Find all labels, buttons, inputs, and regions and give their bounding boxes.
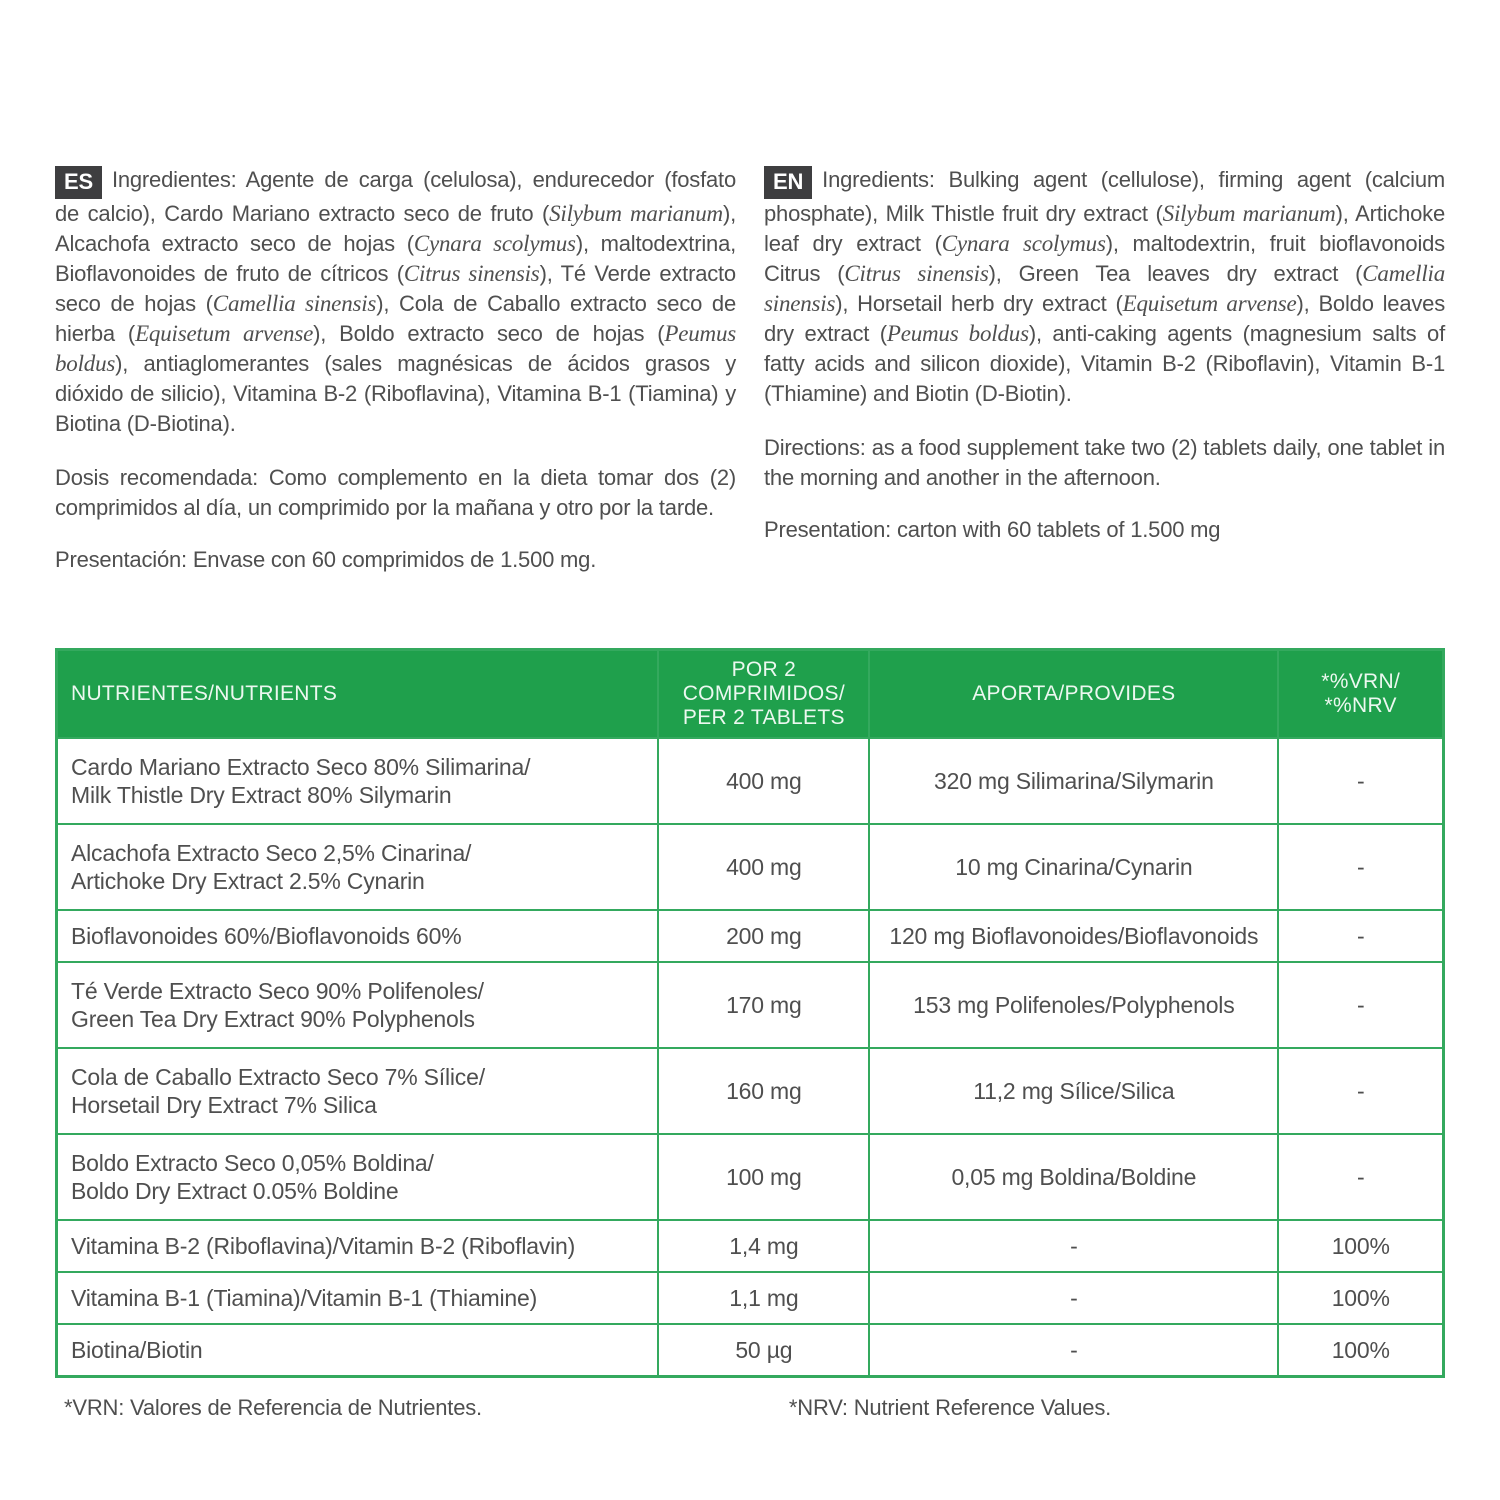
nutrient-amount: 1,4 mg (658, 1220, 869, 1272)
species-name: Camellia sinensis (764, 261, 1446, 316)
species-name: Equisetum arvense (135, 321, 314, 346)
header-per-2-tablets: POR 2 COMPRIMIDOS/ PER 2 TABLETS (658, 650, 869, 739)
table-row-milk-thistle (57, 738, 1444, 824)
es-column (55, 165, 736, 575)
table-row-vitamin-b1 (57, 1272, 1444, 1324)
nutrient-amount: 1,1 mg (658, 1272, 869, 1324)
header-provides: APORTA/PROVIDES (869, 650, 1278, 739)
footnotes (55, 1395, 1445, 1421)
nutrient-nrv: - (1278, 738, 1443, 824)
nutrient-amount: 200 mg (658, 910, 869, 962)
nutrient-name: Vitamina B-2 (Riboflavina)/Vitamin B-2 (Riboflavin) (57, 1220, 659, 1272)
nutrient-name: Bioflavonoides 60%/Bioflavonoids 60% (57, 910, 659, 962)
species-name: Camellia sinensis (212, 291, 377, 316)
table-row-horsetail (57, 1048, 1444, 1134)
header-nutrients: NUTRIENTES/NUTRIENTS (57, 650, 659, 739)
nutrient-amount: 50 µg (658, 1324, 869, 1377)
species-name: Peumus boldus (886, 321, 1029, 346)
table-row-green-tea (57, 962, 1444, 1048)
footnote-vrn-es: *VRN: Valores de Referencia de Nutrientes. (64, 1395, 482, 1420)
table-row-boldo (57, 1134, 1444, 1220)
nutrient-provides: 0,05 mg Boldina/Boldine (869, 1134, 1278, 1220)
header-nrv: *%VRN/ *%NRV (1278, 650, 1443, 739)
ingredients-es-text: Ingredientes: Agente de carga (celulosa), endurecedor (fosfato de calcio), Cardo Mariano extracto seco de fruto ( (55, 167, 736, 226)
language-badge-en: EN (764, 166, 812, 199)
nutrient-provides: - (869, 1324, 1278, 1377)
nutrient-provides: 153 mg Polifenoles/Polyphenols (869, 962, 1278, 1048)
species-name: Silybum marianum (1162, 201, 1336, 226)
nutrient-amount: 160 mg (658, 1048, 869, 1134)
nutrient-amount: 170 mg (658, 962, 869, 1048)
nutrient-provides: 320 mg Silimarina/Silymarin (869, 738, 1278, 824)
table-row-vitamin-b2 (57, 1220, 1444, 1272)
species-name: Cynara scolymus (941, 231, 1106, 256)
nutrient-provides: - (869, 1220, 1278, 1272)
ingredients-en: EN Ingredients: Bulking agent (cellulose), firming agent (calcium phosphate), Milk Thistle fruit dry extract (Silybum marianum), Artichoke leaf dry extract (Cynara scolymus), maltodextrin, fruit bioflavonoids Citrus (Citrus sinensis), Green Tea leaves dry extract (Camellia sinensis), Horsetail herb dry extract (Equisetum arvense), Boldo leaves dry extract (Peumus boldus), anti-caking agents (magnesium salts of fatty acids and silicon dioxide), Vitamin B-2 (Riboflavin), Vitamin B-1 (Thiamine) and Biotin (D-Biotin). (764, 167, 1446, 406)
species-name: Cynara scolymus (413, 231, 576, 256)
nutrient-name: Boldo Extracto Seco 0,05% Boldina/ Boldo Dry Extract 0.05% Boldine (57, 1134, 659, 1220)
ingredients-es: ES Ingredientes: Agente de carga (celulosa), endurecedor (fosfato de calcio), Cardo Mariano extracto seco de fruto (Silybum marianum), Alcachofa extracto seco de hojas (Cynara scolymus), maltodextrina, Bioflavonoides de fruto de cítricos (Citrus sinensis), Té Verde extracto seco de hojas (Camellia sinensis), Cola de Caballo extracto seco de hierba (Equisetum arvense), Boldo extracto seco de hojas (Peumus boldus), antiaglomerantes (sales magnésicas de ácidos grasos y dióxido de silicio), Vitamina B-2 (Riboflavina), Vitamina B-1 (Tiamina) y Biotina (D-Biotina). (55, 167, 737, 436)
directions-en: Directions: as a food supplement take two (2) tablets daily, one tablet in the morning and another in the afternoon. (764, 435, 1445, 490)
table-row-bioflavonoids (57, 910, 1444, 962)
nutrient-provides: 10 mg Cinarina/Cynarin (869, 824, 1278, 910)
presentation-en: Presentation: carton with 60 tablets of 1.500 mg (764, 517, 1221, 542)
nutrient-provides: 120 mg Bioflavonoides/Bioflavonoids (869, 910, 1278, 962)
nutrient-amount: 100 mg (658, 1134, 869, 1220)
species-name: Peumus boldus (55, 321, 736, 376)
nutrient-nrv: - (1278, 1134, 1443, 1220)
nutrient-name: Alcachofa Extracto Seco 2,5% Cinarina/ Artichoke Dry Extract 2.5% Cynarin (57, 824, 659, 910)
nutrient-name: Té Verde Extracto Seco 90% Polifenoles/ Green Tea Dry Extract 90% Polyphenols (57, 962, 659, 1048)
nutrient-name: Cola de Caballo Extracto Seco 7% Sílice/ Horsetail Dry Extract 7% Silica (57, 1048, 659, 1134)
species-name: Citrus sinensis (844, 261, 989, 286)
nutrient-name: Cardo Mariano Extracto Seco 80% Silimarina/ Milk Thistle Dry Extract 80% Silymarin (57, 738, 659, 824)
nutrient-name: Vitamina B-1 (Tiamina)/Vitamin B-1 (Thiamine) (57, 1272, 659, 1324)
language-badge-es: ES (55, 166, 102, 199)
nutrient-amount: 400 mg (658, 738, 869, 824)
dosage-es: Dosis recomendada: Como complemento en la dieta tomar dos (2) comprimidos al día, un comprimido por la mañana y otro por la tarde. (55, 465, 736, 520)
nutrient-nrv: 100% (1278, 1220, 1443, 1272)
nutrient-provides: - (869, 1272, 1278, 1324)
species-name: Silybum marianum (549, 201, 723, 226)
en-column (764, 165, 1445, 545)
nutrient-amount: 400 mg (658, 824, 869, 910)
footnote-nrv-en: *NRV: Nutrient Reference Values. (788, 1395, 1112, 1420)
species-name: Citrus sinensis (403, 261, 540, 286)
ingredients-en-text: Ingredients: Bulking agent (cellulose), firming agent (calcium phosphate), Milk Thistle fruit dry extract ( (764, 167, 1445, 226)
table-header-row (57, 650, 1444, 739)
nutrient-nrv: 100% (1278, 1324, 1443, 1377)
nutrient-nrv: - (1278, 962, 1443, 1048)
nutrient-nrv: - (1278, 910, 1443, 962)
nutrient-name: Biotina/Biotin (57, 1324, 659, 1377)
species-name: Equisetum arvense (1122, 291, 1297, 316)
nutrient-nrv: - (1278, 1048, 1443, 1134)
table-row-biotin (57, 1324, 1444, 1377)
nutrient-provides: 11,2 mg Sílice/Silica (869, 1048, 1278, 1134)
presentation-es: Presentación: Envase con 60 comprimidos de 1.500 mg. (55, 547, 597, 572)
nutrient-nrv: - (1278, 824, 1443, 910)
nutrients-table (55, 648, 1445, 1378)
nutrient-nrv: 100% (1278, 1272, 1443, 1324)
ingredients-columns (55, 165, 1445, 648)
table-row-artichoke (57, 824, 1444, 910)
